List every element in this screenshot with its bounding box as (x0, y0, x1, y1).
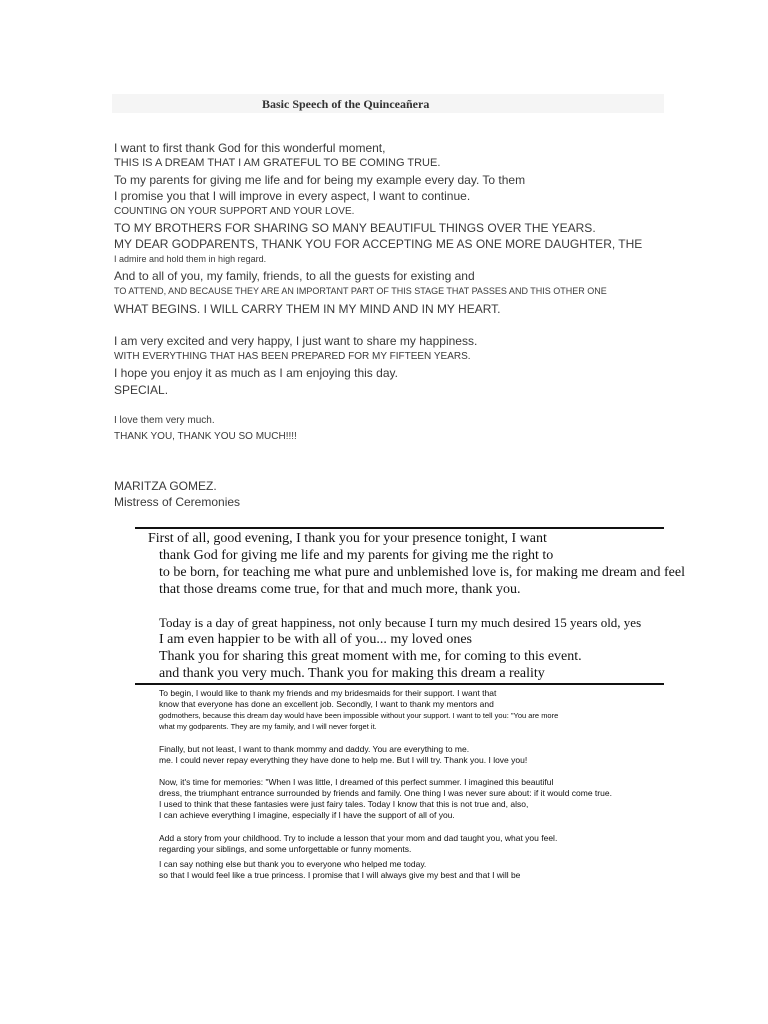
thanks-line: Add a story from your childhood. Try to include a lesson that your mom and dad taught you, what you feel. (159, 833, 558, 843)
signature-name: MARITZA GOMEZ. (114, 479, 217, 493)
boxed-line: First of all, good evening, I thank you for your presence tonight, I want (148, 531, 547, 546)
speech-line: And to all of you, my family, friends, to all the guests for existing and (114, 269, 475, 283)
signature-role: Mistress of Ceremonies (114, 495, 241, 509)
speech-line: THANK YOU, THANK YOU SO MUCH!!!! (114, 431, 297, 442)
speech-line: I hope you enjoy it as much as I am enjoying this day. (114, 366, 398, 380)
boxed-line: I am even happier to be with all of you... my loved ones (159, 632, 472, 647)
divider-bottom (135, 683, 664, 685)
thanks-line: Now, it's time for memories: "When I was little, I dreamed of this perfect summer. I imagined this beautiful (159, 777, 554, 787)
thanks-line: regarding your siblings, and some unforgettable or funny moments. (159, 844, 412, 854)
thanks-line: dress, the triumphant entrance surrounded by friends and family. One thing I was never sure about: if it would come true. (159, 788, 612, 798)
speech-line: MY DEAR GODPARENTS, THANK YOU FOR ACCEPTING ME AS ONE MORE DAUGHTER, THE (114, 237, 643, 251)
thanks-line: know that everyone has done an excellent job. Secondly, I want to thank my mentors and (159, 699, 494, 709)
speech-line: To my parents for giving me life and for being my example every day. To them (114, 173, 526, 187)
thanks-line: I can achieve everything I imagine, especially if I have the support of all of you. (159, 810, 455, 820)
speech-line: SPECIAL. (114, 383, 169, 397)
document-title: Basic Speech of the Quinceañera (262, 97, 430, 111)
thanks-line: Finally, but not least, I want to thank mommy and daddy. You are everything to me. (159, 744, 470, 754)
thanks-line: godmothers, because this dream day would have been impossible without your support. I want to tell you: "You are more (159, 711, 559, 720)
closing-line: so that I would feel like a true princess. I promise that I will always give my best and that I will be (159, 870, 521, 880)
speech-line: COUNTING ON YOUR SUPPORT AND YOUR LOVE. (114, 206, 355, 217)
speech-line: I admire and hold them in high regard. (114, 254, 267, 264)
speech-line: I am very excited and very happy, I just want to share my happiness. (114, 334, 478, 348)
speech-line: THIS IS A DREAM THAT I AM GRATEFUL TO BE COMING TRUE. (114, 157, 441, 169)
boxed-line: Thank you for sharing this great moment with me, for coming to this event. (159, 649, 582, 664)
speech-line: WHAT BEGINS. I WILL CARRY THEM IN MY MIND AND IN MY HEART. (114, 302, 501, 316)
speech-line: WITH EVERYTHING THAT HAS BEEN PREPARED FOR MY FIFTEEN YEARS. (114, 351, 471, 362)
boxed-line: Today is a day of great happiness, not only because I turn my much desired 15 years old, yes (159, 615, 642, 630)
divider-top (135, 527, 664, 529)
thanks-line: what my godparents. They are my family, and I will never forget it. (159, 722, 377, 731)
thanks-line: me. I could never repay everything they have done to help me. But I will try. Thank you. I love you! (159, 755, 528, 765)
speech-line: TO MY BROTHERS FOR SHARING SO MANY BEAUTIFUL THINGS OVER THE YEARS. (114, 221, 596, 235)
boxed-line: to be born, for teaching me what pure and unblemished love is, for making me dream and feel (159, 565, 685, 580)
boxed-line: that those dreams come true, for that and much more, thank you. (159, 582, 521, 597)
boxed-line: thank God for giving me life and my parents for giving me the right to (159, 548, 554, 563)
speech-line: I love them very much. (114, 415, 215, 426)
speech-line: I promise you that I will improve in every aspect, I want to continue. (114, 189, 471, 203)
thanks-line: I used to think that these fantasies were just fairy tales. Today I know that this is not true and, also, (159, 799, 529, 809)
thanks-line: To begin, I would like to thank my friends and my bridesmaids for their support. I want that (159, 688, 497, 698)
closing-line: I can say nothing else but thank you to everyone who helped me today. (159, 859, 427, 869)
boxed-line: and thank you very much. Thank you for making this dream a reality (159, 666, 545, 681)
speech-line: TO ATTEND, AND BECAUSE THEY ARE AN IMPORTANT PART OF THIS STAGE THAT PASSES AND THIS OTHER ONE (114, 286, 607, 296)
speech-line: I want to first thank God for this wonderful moment, (114, 141, 386, 155)
